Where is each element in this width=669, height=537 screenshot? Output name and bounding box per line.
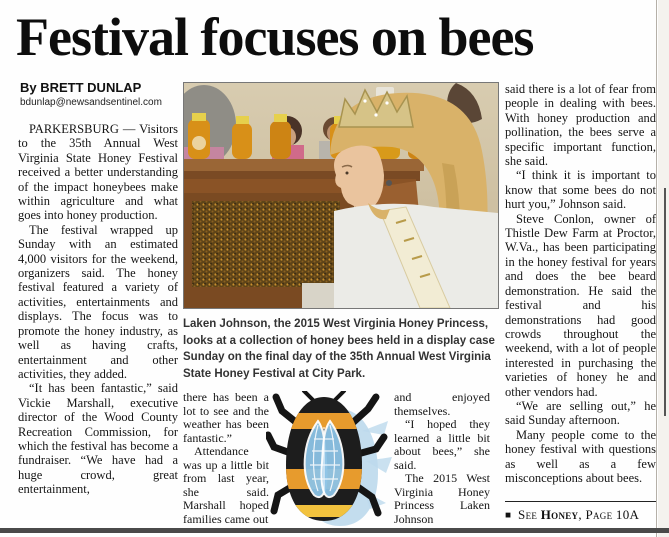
article-column-2 [183, 391, 269, 526]
jumpline-see: See [518, 507, 541, 522]
byline-author: By BRETT DUNLAP [20, 80, 142, 95]
article-column-3 [394, 391, 490, 526]
paragraph: and enjoyed themselves. [394, 390, 490, 418]
section-divider-bar [0, 528, 669, 533]
byline-block [20, 80, 180, 108]
article-column-4 [505, 82, 656, 485]
paragraph: “We are selling out,” he said Sunday afternoon. [505, 398, 656, 428]
paragraph: “I think it is important to know that some bees do not hurt you,” Johnson said. [505, 168, 656, 212]
paragraph: Steve Conlon, owner of Thistle Dew Farm at Proctor, W.Va., has been participating in the honey festival for years and does the bee beard demonstration. He said the festival and his demonstrations had good crowds throughout the weekend, with a lot of people interested in purchasing the varieties of honey he and other vendors had. [505, 211, 656, 399]
paragraph: said there is a lot of fear from people in dealing with bees. With honey production and pollination, the bees serve a specific important function, she said. [505, 82, 656, 169]
wooden-shelf [184, 159, 424, 171]
photo-illustration [184, 83, 498, 308]
bumblebee-icon [266, 391, 392, 528]
jumpline-page: , Page 10A [578, 507, 640, 522]
jumpline [505, 507, 657, 523]
earring [386, 180, 392, 186]
jumpline-topic: Honey [540, 507, 579, 522]
paragraph: Many people come to the honey festival with questions as well as a few misconceptions about bees. [505, 427, 656, 485]
bee-wings [305, 421, 344, 497]
paragraph: Attendance was up a little bit from last year, she said. Marshall hoped families came out [183, 444, 269, 526]
adjacent-content-edge [664, 188, 666, 416]
article-column-1 [18, 122, 178, 497]
jumpline-rule [505, 501, 656, 502]
paragraph: “It has been fantastic,” said Vickie Marshall, executive director of the Wood County Recreation Commission, for which the festival has become a fundraiser. “We have had a huge crowd, great entertainment, [18, 381, 178, 497]
paragraph: PARKERSBURG — Visitors to the 35th Annual West Virginia State Honey Festival received a better understanding of the impact honeybees make within agriculture and what goes into honey production. [18, 122, 178, 223]
article-photo [183, 82, 499, 309]
bee-illustration [266, 391, 392, 528]
article-headline: Festival focuses on bees [16, 7, 534, 67]
photo-caption: Laken Johnson, the 2015 West Virginia Honey Princess, looks at a collection of honey bees held in a display case Sunday on the final day of the 35th Annual West Virginia State Honey Festival at City Park. [183, 318, 495, 380]
paragraph: there has been a lot to see and the weather has been fantastic.” [183, 390, 269, 445]
paragraph: The 2015 West Virginia Honey Princess Laken Johnson [394, 471, 490, 526]
byline-email: bdunlap@newsandsentinel.com [20, 97, 162, 108]
column-divider-rule [656, 0, 657, 537]
paragraph: The festival wrapped up Sunday with an estimated 4,000 visitors for the weekend, organizers said. The honey festival featured a variety of activities, entertainments and displays. The focus was to promote the honey industry, as well as having crafts, entertainment and other activities, they added. [18, 222, 178, 381]
jumpline-bullet-icon: ■ [505, 510, 512, 521]
paragraph: “I hoped they learned a little bit about bees,” she said. [394, 417, 490, 472]
